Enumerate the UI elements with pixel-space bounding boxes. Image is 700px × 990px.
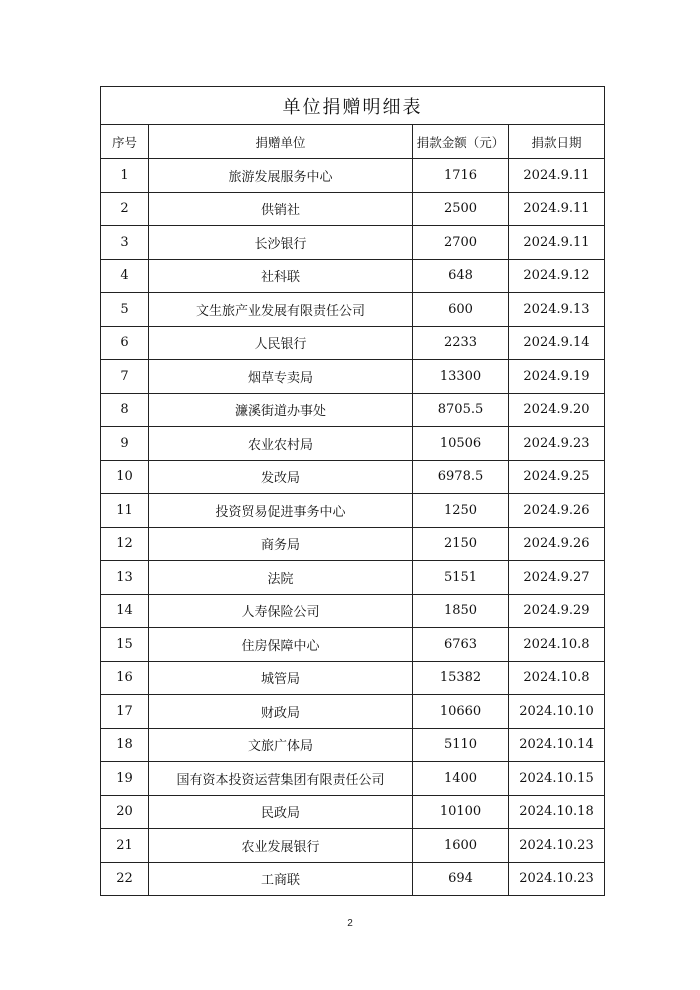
table-row (101, 829, 605, 863)
cell-unit: 法院 (149, 561, 413, 595)
cell-amount: 10506 (413, 427, 509, 461)
cell-index: 5 (101, 293, 149, 327)
cell-unit: 文旅广体局 (149, 728, 413, 762)
header-amount: 捐款金额（元） (413, 125, 509, 159)
cell-unit: 国有资本投资运营集团有限责任公司 (149, 762, 413, 796)
cell-index: 21 (101, 829, 149, 863)
cell-index: 22 (101, 862, 149, 896)
table-row (101, 393, 605, 427)
cell-date: 2024.10.10 (509, 695, 605, 729)
cell-amount: 6978.5 (413, 460, 509, 494)
cell-date: 2024.9.13 (509, 293, 605, 327)
cell-unit: 社科联 (149, 259, 413, 293)
cell-date: 2024.9.19 (509, 360, 605, 394)
cell-index: 7 (101, 360, 149, 394)
cell-index: 15 (101, 628, 149, 662)
cell-unit: 城管局 (149, 661, 413, 695)
cell-amount: 1850 (413, 594, 509, 628)
cell-amount: 2500 (413, 192, 509, 226)
cell-unit: 人民银行 (149, 326, 413, 360)
table-row (101, 561, 605, 595)
cell-unit: 文生旅产业发展有限责任公司 (149, 293, 413, 327)
cell-index: 16 (101, 661, 149, 695)
table-row (101, 795, 605, 829)
cell-date: 2024.9.11 (509, 159, 605, 193)
cell-index: 14 (101, 594, 149, 628)
table-row (101, 427, 605, 461)
cell-amount: 2700 (413, 226, 509, 260)
cell-date: 2024.9.26 (509, 494, 605, 528)
cell-unit: 财政局 (149, 695, 413, 729)
cell-date: 2024.9.29 (509, 594, 605, 628)
cell-amount: 600 (413, 293, 509, 327)
cell-index: 1 (101, 159, 149, 193)
cell-amount: 5110 (413, 728, 509, 762)
cell-unit: 旅游发展服务中心 (149, 159, 413, 193)
cell-index: 11 (101, 494, 149, 528)
cell-index: 4 (101, 259, 149, 293)
cell-amount: 10100 (413, 795, 509, 829)
cell-index: 8 (101, 393, 149, 427)
table-row (101, 460, 605, 494)
cell-date: 2024.9.23 (509, 427, 605, 461)
cell-unit: 濂溪街道办事处 (149, 393, 413, 427)
cell-unit: 人寿保险公司 (149, 594, 413, 628)
cell-amount: 1250 (413, 494, 509, 528)
table-body (101, 159, 605, 896)
table-row (101, 661, 605, 695)
cell-unit: 工商联 (149, 862, 413, 896)
cell-amount: 694 (413, 862, 509, 896)
cell-unit: 长沙银行 (149, 226, 413, 260)
table-row (101, 360, 605, 394)
cell-amount: 5151 (413, 561, 509, 595)
cell-amount: 2150 (413, 527, 509, 561)
cell-index: 9 (101, 427, 149, 461)
cell-date: 2024.9.14 (509, 326, 605, 360)
cell-amount: 1400 (413, 762, 509, 796)
table-row (101, 226, 605, 260)
table-row (101, 628, 605, 662)
cell-date: 2024.10.8 (509, 628, 605, 662)
cell-unit: 农业农村局 (149, 427, 413, 461)
cell-date: 2024.9.11 (509, 192, 605, 226)
cell-date: 2024.9.20 (509, 393, 605, 427)
cell-unit: 民政局 (149, 795, 413, 829)
cell-unit: 投资贸易促进事务中心 (149, 494, 413, 528)
cell-amount: 13300 (413, 360, 509, 394)
cell-index: 18 (101, 728, 149, 762)
cell-index: 19 (101, 762, 149, 796)
table-row (101, 293, 605, 327)
table-row (101, 862, 605, 896)
cell-amount: 8705.5 (413, 393, 509, 427)
cell-date: 2024.10.18 (509, 795, 605, 829)
cell-index: 3 (101, 226, 149, 260)
header-index: 序号 (101, 125, 149, 159)
header-unit: 捐赠单位 (149, 125, 413, 159)
cell-date: 2024.10.23 (509, 829, 605, 863)
table-row (101, 695, 605, 729)
table-row (101, 159, 605, 193)
cell-index: 13 (101, 561, 149, 595)
header-date: 捐款日期 (509, 125, 605, 159)
table-header-row (101, 125, 605, 159)
cell-index: 10 (101, 460, 149, 494)
cell-unit: 供销社 (149, 192, 413, 226)
cell-amount: 15382 (413, 661, 509, 695)
cell-index: 6 (101, 326, 149, 360)
table-row (101, 728, 605, 762)
cell-date: 2024.9.25 (509, 460, 605, 494)
cell-date: 2024.10.23 (509, 862, 605, 896)
cell-date: 2024.10.15 (509, 762, 605, 796)
cell-amount: 10660 (413, 695, 509, 729)
cell-unit: 农业发展银行 (149, 829, 413, 863)
cell-amount: 1716 (413, 159, 509, 193)
donation-table (100, 86, 605, 896)
cell-amount: 6763 (413, 628, 509, 662)
cell-index: 20 (101, 795, 149, 829)
cell-index: 17 (101, 695, 149, 729)
table-title: 单位捐赠明细表 (101, 87, 605, 125)
cell-date: 2024.10.14 (509, 728, 605, 762)
table-row (101, 494, 605, 528)
table-row (101, 762, 605, 796)
cell-date: 2024.9.26 (509, 527, 605, 561)
table-title-row (101, 87, 605, 125)
table-row (101, 594, 605, 628)
cell-amount: 1600 (413, 829, 509, 863)
table-row (101, 527, 605, 561)
cell-unit: 烟草专卖局 (149, 360, 413, 394)
cell-index: 12 (101, 527, 149, 561)
cell-amount: 2233 (413, 326, 509, 360)
cell-date: 2024.9.27 (509, 561, 605, 595)
cell-date: 2024.9.11 (509, 226, 605, 260)
cell-date: 2024.10.8 (509, 661, 605, 695)
cell-index: 2 (101, 192, 149, 226)
cell-unit: 商务局 (149, 527, 413, 561)
cell-date: 2024.9.12 (509, 259, 605, 293)
cell-amount: 648 (413, 259, 509, 293)
cell-unit: 住房保障中心 (149, 628, 413, 662)
page-number: 2 (347, 918, 353, 929)
table-row (101, 192, 605, 226)
table-row (101, 326, 605, 360)
table-row (101, 259, 605, 293)
cell-unit: 发改局 (149, 460, 413, 494)
